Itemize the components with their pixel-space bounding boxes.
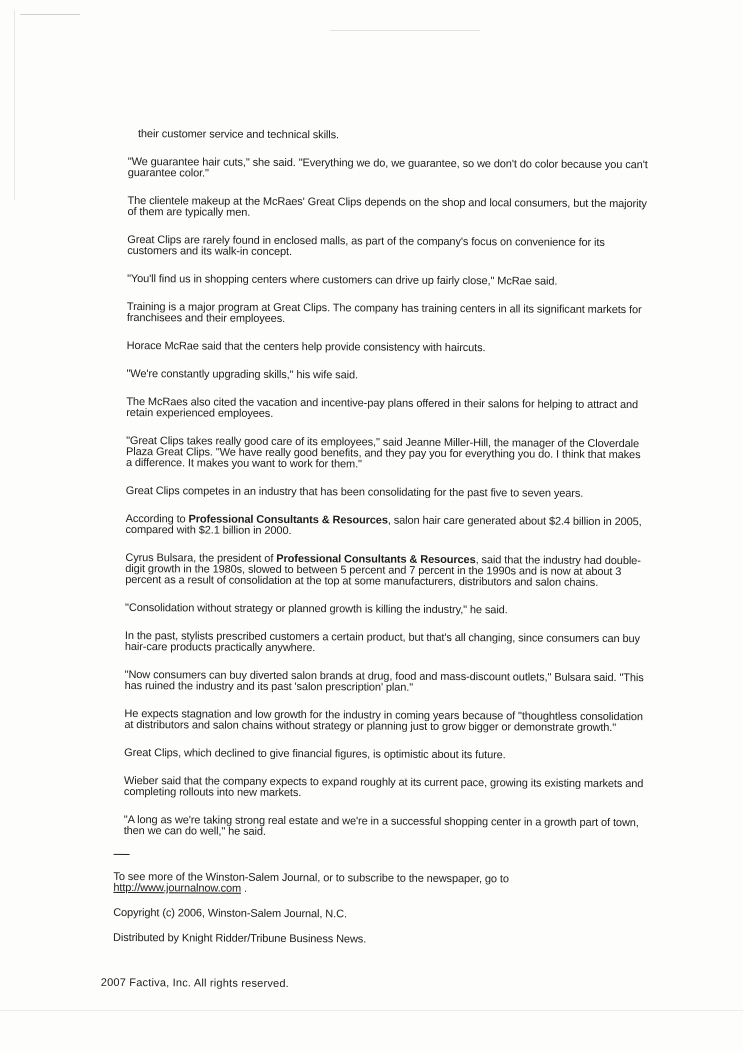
- paragraph-text: , said that the industry had double-digit growth in the 1980s, slowed to between 5 percent and 7 percent in the 1990s and is now at about 3 percent as a result of consolidation at the top at some manufacturers, distributors and salon chains.: [125, 554, 641, 589]
- article-paragraph: [126, 514, 646, 539]
- article-paragraph: [127, 302, 647, 327]
- paragraph-text: Cyrus Bulsara, the president of: [125, 551, 277, 565]
- article-paragraph: [124, 748, 644, 762]
- paragraph-text: "You'll find us in shopping centers where customers can drive up fairly close," McRae said.: [127, 272, 558, 288]
- paragraph-text: "We're constantly upgrading skills," his wife said.: [126, 367, 358, 382]
- scan-mark: [330, 30, 480, 31]
- article-paragraph: [127, 235, 647, 260]
- paragraph-text: He expects stagnation and low growth for the industry in coming years because of "thoughtless consolidation at distributors and salon chains without strategy or planning just to grow bigger or demonstrate growth.": [124, 707, 643, 734]
- section-divider: [114, 854, 130, 855]
- article-footer: [100, 870, 644, 992]
- paragraph-text: their customer service and technical skills.: [137, 128, 340, 142]
- link-suffix: .: [241, 882, 248, 895]
- copyright: Copyright (c) 2006, Winston-Salem Journal, N.C.: [113, 906, 347, 921]
- article-paragraph: [125, 553, 645, 589]
- journal-link[interactable]: http://www.journalnow.com: [113, 881, 242, 895]
- subscribe-text: To see more of the Winston-Salem Journal, or to subscribe to the newspaper, go to: [113, 870, 509, 886]
- article-paragraph: [124, 815, 644, 840]
- article-paragraph: [126, 397, 646, 422]
- article-paragraph: [124, 776, 644, 801]
- distributed-by: Distributed by Knight Ridder/Tribune Business News.: [113, 931, 367, 946]
- bold-company-name: Professional Consultants & Resources: [188, 513, 388, 527]
- paragraph-text: Wieber said that the company expects to expand roughly at its current pace, growing its existing markets and completing rollouts into new markets.: [123, 774, 644, 800]
- article-paragraph: [127, 274, 647, 288]
- article-body: [100, 128, 648, 1003]
- article-paragraphs: [124, 129, 648, 840]
- paragraph-text: "Consolidation without strategy or planned growth is killing the industry," he said.: [125, 601, 508, 617]
- paragraph-text: Great Clips competes in an industry that has been consolidating for the past five to seven years.: [125, 484, 584, 500]
- bold-company-name: Professional Consultants & Resources: [276, 552, 476, 567]
- scan-edge-left: [14, 10, 15, 200]
- scan-edge-top: [20, 14, 80, 15]
- paragraph-text: In the past, stylists prescribed customers a certain product, but that's all changing, since consumers can buy hair-care products practically anywhere.: [124, 629, 641, 655]
- paragraph-text: Horace McRae said that the centers help provide consistency with haircuts.: [126, 339, 486, 355]
- article-paragraph: [125, 670, 645, 695]
- article-paragraph: [125, 631, 645, 656]
- paragraph-text: Great Clips, which declined to give financial figures, is optimistic about its future.: [124, 746, 506, 762]
- article-paragraph: [126, 436, 646, 472]
- article-paragraph: [125, 603, 645, 617]
- article-paragraph: [124, 709, 644, 734]
- paragraph-text: Great Clips are rarely found in enclosed malls, as part of the company's focus on convenience for its customers and its walk-in concept.: [127, 233, 605, 259]
- subscribe-note: [113, 872, 643, 897]
- article-paragraph: [127, 196, 647, 221]
- article-paragraph: [138, 129, 648, 143]
- article-paragraph: [126, 486, 646, 500]
- paragraph-text: "Great Clips takes really good care of its employees," said Jeanne Miller-Hill, the manager of the Cloverdale Plaza Great Clips. "We have really good benefits, and they pay you for everything you do. I think that makes a difference. It makes you want to work for them.": [125, 434, 641, 471]
- article-paragraph: [128, 157, 648, 182]
- paragraph-text: According to: [125, 512, 189, 526]
- paragraph-text: "We guarantee hair cuts," she said. "Everything we do, we guarantee, so we don't do color because you can't guarantee color.": [127, 155, 648, 180]
- paragraph-text: The McRaes also cited the vacation and incentive-pay plans offered in their salons for helping to attract and retain experienced employees.: [126, 395, 639, 420]
- paragraph-text: "A long as we're taking strong real estate and we're in a successful shopping center in a growth part of town, then we can do well," he said.: [123, 813, 639, 838]
- paragraph-text: "Now consumers can buy diverted salon brands at drug, food and mass-discount outlets," Bulsara said. "This has ruined the industry and its past 'salon prescription' plan.": [124, 668, 644, 694]
- factiva-rights: 2007 Factiva, Inc. All rights reserved.: [100, 976, 289, 990]
- article-paragraph: [127, 341, 647, 355]
- scan-edge-bottom: [0, 1010, 743, 1011]
- article-paragraph: [126, 369, 646, 383]
- paragraph-text: Training is a major program at Great Clips. The company has training centers in all its significant markets for franchisees and their employees.: [126, 300, 642, 325]
- paragraph-text: The clientele makeup at the McRaes' Great Clips depends on the shop and local consumers, but the majority of them are typically men.: [127, 194, 647, 219]
- paragraph-text: , salon hair care generated about $2.4 billion in 2005, compared with $2.1 billion in 2000.: [125, 514, 642, 538]
